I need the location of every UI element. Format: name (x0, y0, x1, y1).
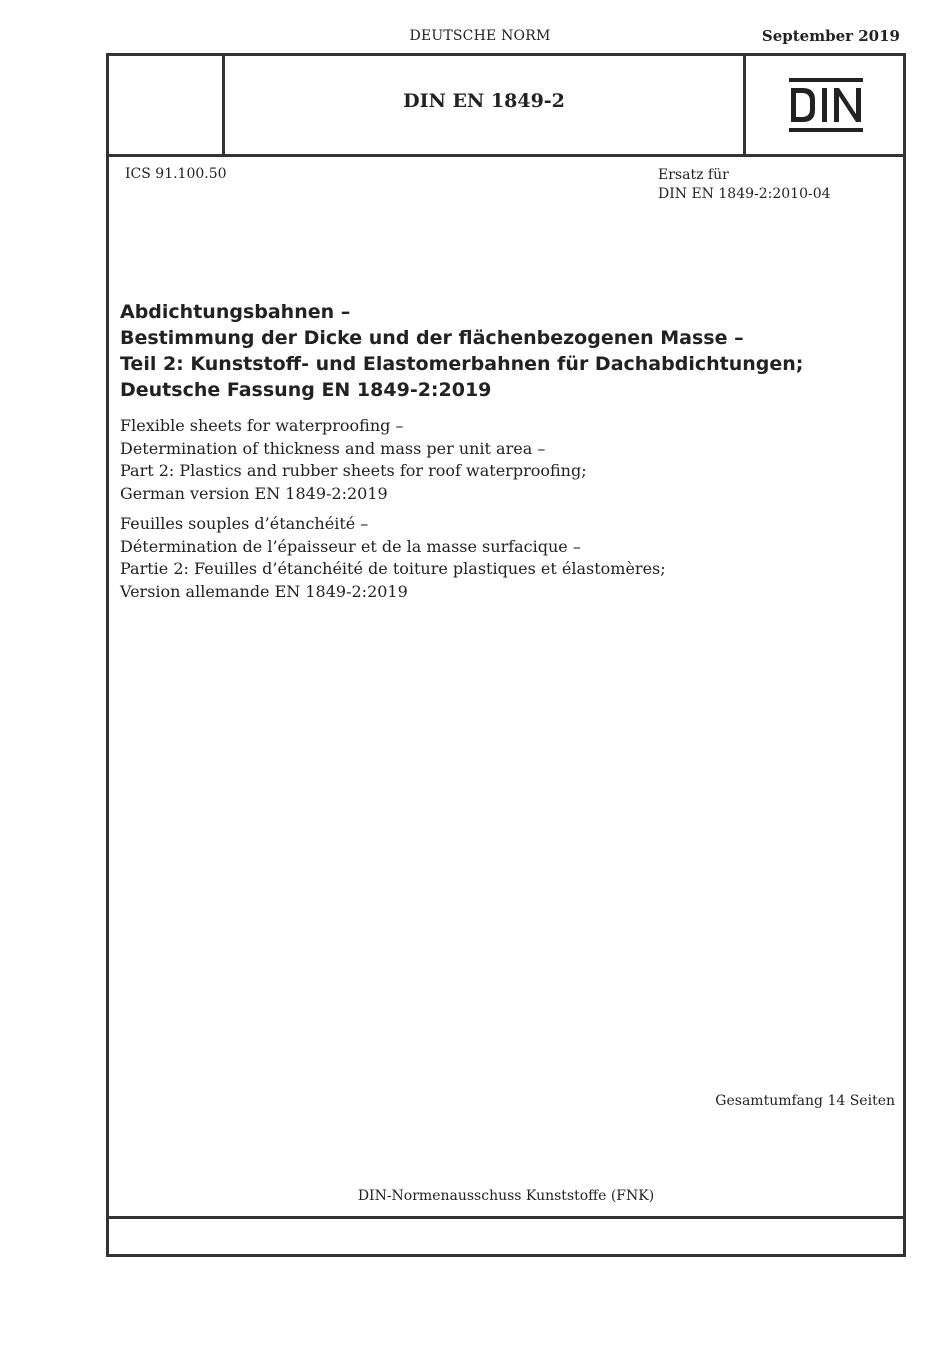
replaces-note (658, 166, 831, 204)
title-line: Abdichtungsbahnen – (120, 301, 351, 323)
ics-code: ICS 91.100.50 (125, 166, 227, 182)
replaces-label: Ersatz für (658, 167, 729, 183)
title-line: Partie 2: Feuilles d’étanchéité de toiture plastiques et élastomères; (120, 559, 666, 578)
committee-name: DIN-Normenausschuss Kunststoffe (FNK) (357, 1188, 655, 1204)
publication-date: September 2019 (761, 27, 900, 45)
din-logo-icon (789, 78, 863, 132)
footer-divider (109, 1216, 903, 1219)
title-line: Détermination de l’épaisseur et de la masse surfacique – (120, 536, 581, 556)
document-number: DIN EN 1849-2 (403, 90, 565, 112)
total-pages: Gesamtumfang 14 Seiten (715, 1093, 895, 1109)
title-line: Feuilles souples d’étanchéité – (120, 514, 369, 533)
title-english (120, 415, 880, 505)
title-line: Part 2: Plastics and rubber sheets for roof waterproofing; (120, 461, 587, 480)
title-line: Flexible sheets for waterproofing – (120, 416, 404, 435)
title-french (120, 513, 880, 603)
title-line: Version allemande EN 1849-2:2019 (120, 581, 408, 601)
replaced-document: DIN EN 1849-2:2010-04 (658, 186, 831, 202)
title-line: Deutsche Fassung EN 1849-2:2019 (120, 379, 492, 401)
header-label: DEUTSCHE NORM (409, 28, 551, 44)
title-block (109, 56, 903, 157)
divider (743, 56, 746, 154)
title-line: German version EN 1849-2:2019 (120, 483, 388, 503)
document-frame (106, 53, 906, 1257)
title-line: Teil 2: Kunststoff- und Elastomerbahnen für Dachabdichtungen; (120, 353, 804, 375)
title-line: Bestimmung der Dicke und der flächenbezogenen Masse – (120, 327, 744, 349)
title-german (120, 299, 880, 403)
title-line: Determination of thickness and mass per unit area – (120, 438, 546, 458)
